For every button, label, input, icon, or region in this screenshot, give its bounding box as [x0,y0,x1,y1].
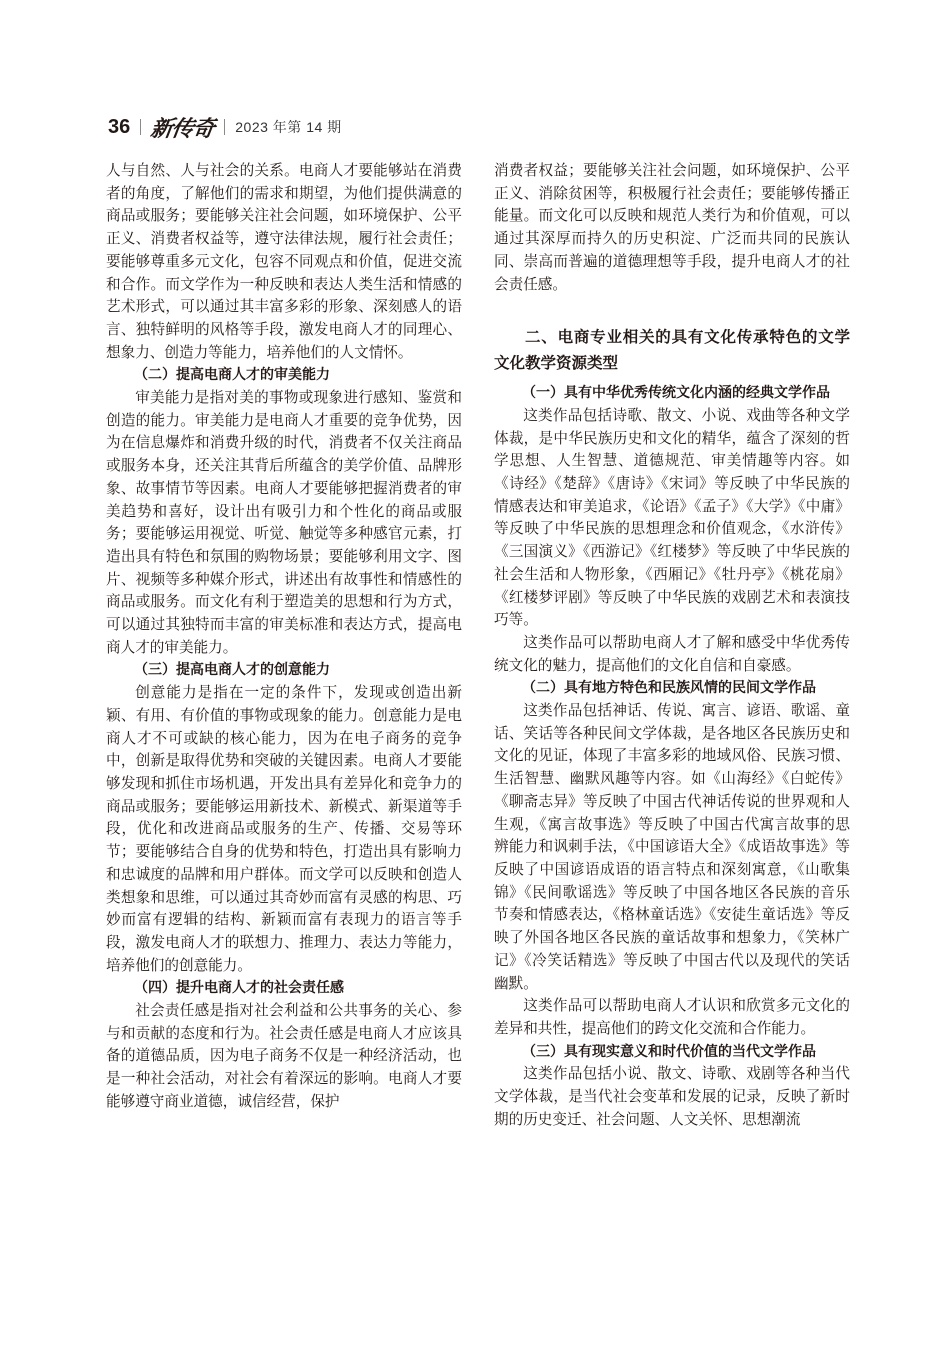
page-number: 36 [108,115,131,138]
section-heading: （四）提升电商人才的社会责任感 [134,980,344,997]
paragraph: 创意能力是指在一定的条件下，发现或创造出新颖、有用、有价值的事物或现象的能力。创意能力是电商人才不可或缺的核心能力，因为在电子商务的竞争中，创新是取得优势和突破的关键因素。电商人才要能够发现和抓住市场机遇，开发出具有差异化和竞争力的商品或服务；要能够运用新技术、新模式、新渠道等手段，优化和改进商品或服务的生产、传播、交易等环节；要能够结合自身的优势和特色，打造出具有影响力和忠诚度的品牌和用户群体。而文学可以反映和创造人类想象和思维，可以通过其奇妙而富有灵感的构思、巧妙而富有逻辑的结构、新颖而富有表现力的语言等手段，激发电商人才的联想力、推理力、表达力等能力，培养他们的创意能力。 [106,684,462,974]
issue-label: 2023 年第 14 期 [235,119,342,135]
left-column [106,160,462,1114]
paragraph: 人与自然、人与社会的关系。电商人才要能够站在消费者的角度，了解他们的需求和期望，为他们提供满意的商品或服务；要能够关注社会问题，如环境保护、公平正义、消费者权益等，遵守法律法规，履行社会责任；要能够尊重多元文化，包容不同观点和价值，促进交流和合作。而文学作为一种反映和表达人类生活和情感的艺术形式，可以通过其丰富多彩的形象、深刻感人的语言、独特鲜明的风格等手段，激发电商人才的同理心、想象力、创造力等能力，培养他们的人文情怀。 [106,162,462,361]
page-header [108,112,342,142]
paragraph: 这类作品包括小说、散文、诗歌、戏剧等各种当代文学体裁，是当代社会变革和发展的记录，反映了新时期的历史变迁、社会问题、人文关怀、思想潮流 [494,1065,850,1128]
section-heading: （一）具有中华优秀传统文化内涵的经典文学作品 [522,385,830,402]
section-heading: （三）提高电商人才的创意能力 [134,662,330,679]
paragraph: 审美能力是指对美的事物或现象进行感知、鉴赏和创造的能力。审美能力是电商人才重要的竞争优势，因为在信息爆炸和消费升级的时代，消费者不仅关注商品或服务本身，还关注其背后所蕴含的美学价值、品牌形象、故事情节等因素。电商人才要能够把握消费者的审美趋势和喜好，设计出有吸引力和个性化的商品或服务；要能够运用视觉、听觉、触觉等多种感官元素，打造出具有特色和氛围的购物场景；要能够利用文字、图片、视频等多种媒介形式，讲述出有故事性和情感性的商品或服务。而文化有利于塑造美的思想和行为方式，可以通过其独特而丰富的审美标准和表达方式，提高电商人才的审美能力。 [106,389,462,656]
header-divider [224,119,225,135]
paragraph: 这类作品可以帮助电商人才了解和感受中华优秀传统文化的魅力，提高他们的文化自信和自豪感。 [494,633,850,674]
paragraph: 这类作品可以帮助电商人才认识和欣赏多元文化的差异和共性，提高他们的跨文化交流和合作能力。 [494,997,850,1037]
paragraph: 这类作品包括诗歌、散文、小说、戏曲等各种文学体裁，是中华民族历史和文化的精华，蕴含了深刻的哲学思想、人生智慧、道德规范、审美情趣等内容。如《诗经》《楚辞》《唐诗》《宋词》等反映了中华民族的情感表达和审美追求，《论语》《孟子》《大学》《中庸》等反映了中华民族的思想理念和价值观念，《水浒传》《三国演义》《西游记》《红楼梦》等反映了中华民族的社会生活和人物形象，《西厢记》《牡丹亭》《桃花扇》《红楼梦评剧》等反映了中华民族的戏剧艺术和表演技巧等。 [494,406,850,629]
paragraph: 这类作品包括神话、传说、寓言、谚语、歌谣、童话、笑话等各种民间文学体裁，是各地区各民族历史和文化的见证，体现了丰富多彩的地域风俗、民族习惯、生活智慧、幽默风趣等内容。如《山海经》《白蛇传》《聊斋志异》等反映了中国古代神话传说的世界观和人生观，《寓言故事选》等反映了中国古代寓言故事的思辨能力和讽刺手法，《中国谚语大全》《成语故事选》等反映了中国谚语成语的语言特点和深刻寓意，《山歌集锦》《民间歌谣选》等反映了中国各地区各民族的音乐节奏和情感表达，《格林童话选》《安徒生童话选》等反映了外国各地区各民族的童话故事和想象力，《笑林广记》《冷笑话精选》等反映了中国古代以及现代的笑话幽默。 [494,702,850,992]
section-heading: （三）具有现实意义和时代价值的当代文学作品 [522,1043,816,1060]
paragraph: 社会责任感是指对社会利益和公共事务的关心、参与和贡献的态度和行为。社会责任感是电商人才应该具备的道德品质，因为电子商务不仅是一种经济活动，也是一种社会活动，对社会有着深远的影响。电商人才要能够遵守商业道德，诚信经营，保护 [106,1002,462,1110]
paragraph: 消费者权益；要能够关注社会问题，如环境保护、公平正义、消除贫困等，积极履行社会责任；要能够传播正能量。而文化可以反映和规范人类行为和价值观，可以通过其深厚而持久的历史积淀、广泛而共同的民族认同、崇高而普遍的道德理想等手段，提升电商人才的社会责任感。 [494,162,850,293]
section-heading: （二）提高电商人才的审美能力 [134,367,330,384]
right-column [494,160,850,1131]
chapter-heading: 二、电商专业相关的具有文化传承特色的文学文化教学资源类型 [494,328,850,373]
header-divider [140,119,141,135]
section-heading: （二）具有地方特色和民族风情的民间文学作品 [522,680,816,697]
journal-logo: 新传奇 [149,115,216,142]
